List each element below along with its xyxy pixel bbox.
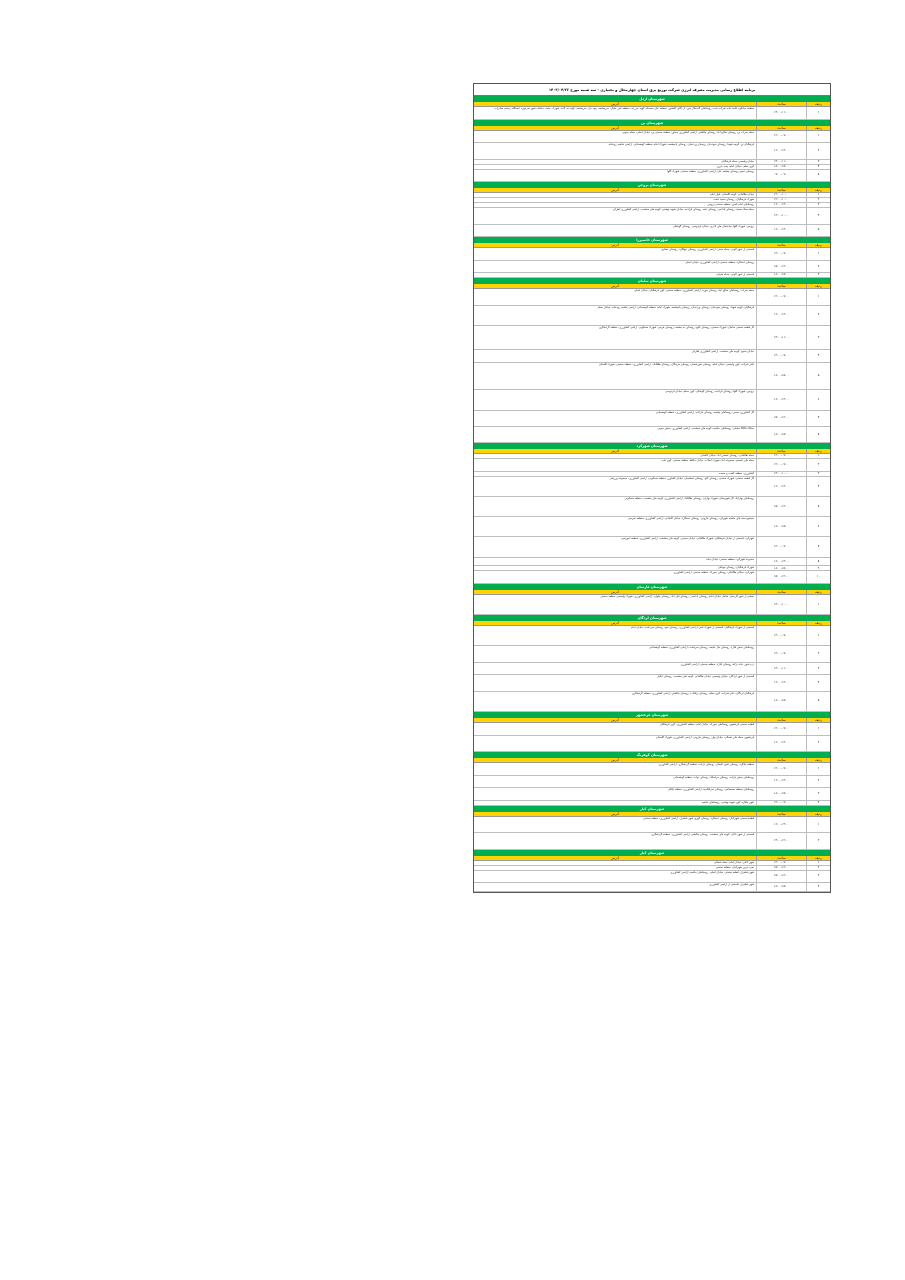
- row-time: ۱۸:۰۰-۱۵:۰۰: [756, 692, 806, 711]
- row-area-text: شهر شلمزار، قطعه صنعتی، خیابان اصلی، روستاهای حاشیه، اراضی کشاورزی: [670, 870, 754, 874]
- row-number: ۸: [806, 427, 830, 442]
- column-header-time: ساعت: [756, 449, 806, 453]
- row-area: [474, 143, 756, 158]
- table-row: [474, 131, 830, 144]
- row-number: ۱: [806, 454, 830, 458]
- row-number: ۲: [806, 143, 830, 158]
- row-time: ۱۸:۰۰-۱۵:۰۰: [756, 427, 806, 442]
- row-number: ۲: [806, 866, 830, 870]
- row-area: [474, 801, 756, 805]
- row-area-text: فرهنگیان، کوچه شهدا، روستای سودجان، روستای وردنجان، روستای یانچشمه، شهرک امام، منطقه کوهستانی، اراضی حاشیه رودخانه، خیابان معلم: [597, 305, 754, 309]
- table-row: [474, 306, 830, 326]
- row-area: [474, 306, 756, 325]
- row-area: [474, 131, 756, 143]
- row-number: ۱: [806, 723, 830, 735]
- column-header-time: ساعت: [756, 188, 806, 192]
- table-row: [474, 427, 830, 443]
- row-area-text: کل قطعه صنعتی، شهرک صنعتی، روستای کاج، روستای هفشجان، خیابان کشاورز، منطقه مسکونی، اراضی کشاورزی، مجموعه ورزشی: [609, 476, 754, 480]
- row-number: ۳: [806, 788, 830, 800]
- row-area-text: روستاهای امام قیس، منطقه صنعتی بروجن: [707, 203, 754, 207]
- row-time: ۱۸:۰۰-۱۵:۰۰: [756, 883, 806, 891]
- row-area: [474, 517, 756, 536]
- column-header-no: ردیف: [806, 284, 830, 288]
- row-time: ۱۶:۰۰-۱۳:۰۰: [756, 776, 806, 788]
- row-number: ۵: [806, 497, 830, 516]
- row-area-text: خیابان بسیج، کوچه های منشعب، اراضی کشاورزی اطراف: [691, 349, 754, 353]
- table-row: [474, 459, 830, 472]
- row-area: [474, 763, 756, 775]
- city-header: شهرستان کیار: [474, 806, 830, 812]
- city-header: شهرستان کیار: [474, 850, 830, 856]
- row-number: ۴: [806, 208, 830, 223]
- city-header: شهرستان اردل: [474, 96, 830, 102]
- row-area: [474, 248, 756, 260]
- row-area: [474, 289, 756, 304]
- row-time: ۱۶:۰۰-۱۳:۰۰: [756, 225, 806, 237]
- row-number: ۱: [806, 289, 830, 304]
- table-row: [474, 663, 830, 676]
- row-area: [474, 675, 756, 690]
- row-area-text: شهرک فرهنگیان، روستای سفید دشت: [713, 198, 754, 202]
- row-number: ۴: [806, 165, 830, 169]
- row-number: ۲: [806, 776, 830, 788]
- row-area: [474, 883, 756, 891]
- row-time: ۱۶:۰۰-۱۴:۰۰: [756, 203, 806, 207]
- row-number: ۵: [806, 170, 830, 182]
- column-header-time: ساعت: [756, 718, 806, 722]
- row-number: ۴: [806, 350, 830, 362]
- row-number: ۳: [806, 663, 830, 675]
- row-area: [474, 817, 756, 832]
- city-header: شهرستان بروجن: [474, 182, 830, 188]
- row-area-text: قسمتی از شهرک فرهنگیان، قسمتی از شهرک فجر، اراضی کشاورزی، روستای منج، روستای سردشت، خیابان امام: [631, 626, 754, 630]
- row-time: ۱۲:۰۰-۰۹:۰۰: [756, 248, 806, 260]
- row-area-text: قسمتی از شهر آلونی، محله سنتی، اراضی کشاورزی، روستای چهلگرد، روستای مشایخ: [661, 248, 754, 252]
- column-header-time: ساعت: [756, 102, 806, 106]
- row-time: ۱۵:۰۰-۱۲:۰۰: [756, 866, 806, 870]
- row-time: ۱۸:۰۰-۱۵:۰۰: [756, 363, 806, 390]
- row-number: ۳: [806, 326, 830, 349]
- row-time: ۱۴:۰۰-۱۱:۰۰: [756, 160, 806, 164]
- row-time: ۱۵:۰۰-۱۲:۰۰: [756, 571, 806, 583]
- row-number: ۲: [806, 198, 830, 202]
- row-area: [474, 273, 756, 277]
- row-time: ۱۴:۰۰-۱۱:۰۰: [756, 663, 806, 675]
- row-area-text: خیابان طالقانی، کوچه گلستان، بلوار امام: [710, 193, 754, 197]
- row-area-text: بروجن، شهرک گلها، روستای فرادنبه، روستای گوشکی، کوی معلم، خیابان فردوسی: [665, 390, 754, 394]
- table-row: [474, 248, 830, 261]
- table-row: [474, 883, 830, 892]
- row-number: ۱: [806, 763, 830, 775]
- row-number: ۲: [806, 646, 830, 661]
- row-time: ۱۲:۰۰-۱۰:۰۰: [756, 198, 806, 202]
- row-area-text: منطقه میانکوه، قلعه خانه شرکت نفت، روستاهای گندمکار مور، تل اکاو، کلشتور، منطقه علی مصحانه کهیه، مزرعه، منطقه شیر جلیان، سرچشمه، پیوه بان، سرچشمه، کهنه ده، گنبد، شهرک، جامه، دشتک، شهر سرخون، ایستگاه رسینم معابرات: [494, 107, 754, 110]
- row-area: [474, 261, 756, 273]
- row-area-text: روستاهای منطقه صمصامی، روستای سرآقاسید، اراضی کشاورزی، منطقه ییلاقی: [667, 788, 754, 792]
- row-area-text: کل قطعه صنعتی سامان، شهرک صنعتی، روستای نافچ، روستای ده چشمه، روستای هرجی، شهرک مسکونی، اراضی کشاورزی، منطقه گردشگری: [598, 325, 754, 329]
- row-area-text: بخشی از شهر فارسان، شامل خیابان امام، روستای باباحیدر، روستای فیل آباد، روستای چلوان، اراضی کشاورزی، شهرک ولیعصر، منطقه صنعتی: [600, 595, 754, 599]
- column-header-no: ردیف: [806, 856, 830, 860]
- row-time: ۱۲:۰۰-۰۹:۰۰: [756, 763, 806, 775]
- row-area: [474, 427, 756, 442]
- column-header-no: ردیف: [806, 126, 830, 130]
- table-row: [474, 143, 830, 159]
- row-time: ۱۴:۰۰-۱۲:۰۰: [756, 833, 806, 848]
- row-area: [474, 833, 756, 848]
- row-area-text: مجتمع بسته های حاشیه شهرکرد، روستای هارونی، روستای دستگرد، خیابان کاشانی، اراضی کشاورزی، منطقه تفریحی: [627, 517, 754, 521]
- column-header-area: آدرس: [611, 449, 619, 454]
- column-header-time: ساعت: [756, 284, 806, 288]
- row-area-text: منطقه چلگرد، روستای شیخ علیخان، روستای بازفت، منطقه گردشگری، اراضی کشاورزی: [658, 762, 754, 766]
- row-time: ۱۸:۰۰-۱۵:۰۰: [756, 566, 806, 570]
- row-number: ۴: [806, 883, 830, 891]
- row-area: [474, 595, 756, 614]
- table-row: [474, 170, 830, 183]
- row-time: ۱۸:۰۰-۱۵:۰۰: [756, 273, 806, 277]
- column-header-area: آدرس: [611, 102, 619, 106]
- row-time: ۱۲:۰۰-۰۹:۰۰: [756, 801, 806, 805]
- document-title: برنامه اطلاع رسانی مدیریت مصرف انرژی شرکت توزیع برق استان چهارمحال و بختیاری - سه شنبه مورخ ۱۴۰۳/۰۴/۲۶: [474, 84, 830, 96]
- table-row: [474, 817, 830, 833]
- column-header-no: ردیف: [806, 590, 830, 594]
- row-area-text: روستاهای بهارآباد، کل شهرستان، شهرک بهاران، روستای طاقانک، اراضی کشاورزی، کوچه های منشعب، منطقه مسکونی: [624, 497, 754, 501]
- column-header-no: ردیف: [806, 758, 830, 762]
- city-header: شهرستان کوهرنگ: [474, 752, 830, 758]
- row-area: [474, 663, 756, 675]
- column-header-time: ساعت: [756, 758, 806, 762]
- row-time: ۱۸:۰۰-۱۵:۰۰: [756, 165, 806, 169]
- row-number: ۲: [806, 306, 830, 325]
- column-header-no: ردیف: [806, 102, 830, 106]
- column-header-no: ردیف: [806, 243, 830, 247]
- row-number: ۳: [806, 203, 830, 207]
- table-row: [474, 788, 830, 801]
- table-row: [474, 723, 830, 736]
- row-number: ۷: [806, 537, 830, 556]
- row-area-text: قطعه صنعتی شهرکیان، روستای دستگرد، روستای گهرو، شهر شلمزار، اراضی کشاورزی، منطقه صنعتی: [643, 816, 754, 820]
- column-header-no: ردیف: [806, 449, 830, 453]
- column-header-area: آدرس: [611, 717, 619, 722]
- row-number: ۲: [806, 261, 830, 273]
- row-number: ۳: [806, 273, 830, 277]
- row-area: [474, 776, 756, 788]
- row-time: ۱۶:۰۰-۱۴:۰۰: [756, 390, 806, 409]
- table-row: [474, 107, 830, 120]
- row-area-text: محدوده شهرکرد، منطقه صنعتی، خیابان ملت: [705, 557, 754, 561]
- column-header-time: ساعت: [756, 812, 806, 816]
- row-area: [474, 411, 756, 426]
- row-area-text: فرخشهر، محله های شمالی، خیابان بهار، روستای هارونی، اراضی کشاورزی، شهرک گلستان: [656, 735, 754, 739]
- row-area: [474, 566, 756, 570]
- row-area-text: خیابان ولیعصر، محله فرهنگیان: [721, 159, 754, 163]
- table-row: [474, 497, 830, 517]
- row-area-text: محله طالقانی، روستای شمس آباد، خیابان کاشانی: [700, 454, 754, 458]
- row-number: ۱: [806, 626, 830, 645]
- row-area: [474, 107, 756, 119]
- row-area: [474, 537, 756, 556]
- row-number: ۶: [806, 390, 830, 409]
- table-row: [474, 517, 830, 537]
- row-area: [474, 208, 756, 223]
- row-time: ۱۶:۰۰-۱۳:۰۰: [756, 675, 806, 690]
- row-area: [474, 350, 756, 362]
- row-number: ۱: [806, 107, 830, 119]
- table-row: [474, 571, 830, 584]
- column-header-no: ردیف: [806, 621, 830, 625]
- row-number: ۱: [806, 193, 830, 197]
- row-area: [474, 326, 756, 349]
- row-area-text: محله سراب بن، روستای صالح آباد، روستای چالشتر، اراضی کشاورزی مجاور، منطقه صنعتی بن، خیابان اصلی، محله جنوبی: [622, 130, 754, 134]
- row-area: [474, 477, 756, 496]
- row-area: [474, 193, 756, 197]
- row-area-text: جایگاه CNG سامان، روستاهای حاشیه، کوچه های منشعب، اراضی کشاورزی، بخش جنوبی: [657, 426, 754, 430]
- city-header: شهرستان بن: [474, 120, 830, 126]
- row-time: ۱۶:۰۰-۱۴:۰۰: [756, 817, 806, 832]
- row-time: ۱۲:۰۰-۰۹:۰۰: [756, 723, 806, 735]
- row-area: [474, 692, 756, 711]
- row-area-text: شهرکرد، قسمتی از خیابان فرهنگیان، شهرک طالقانی، خیابان سعدی، کوچه های منشعب، اراضی کشاورزی، منطقه آموزشی: [621, 537, 754, 541]
- row-number: ۲: [806, 459, 830, 471]
- row-time: ۱۵:۰۰-۱۲:۰۰: [756, 497, 806, 516]
- column-header-area: آدرس: [611, 811, 619, 816]
- row-area-text: دفتر شرکت، کوی ولیعصر، خیابان امام، روستای سورشجان، روستای هرچگان، روستای طاقانک، اراضی کشاورزی، منطقه صنعتی، شهرک گلستان: [598, 362, 754, 366]
- row-time: ۱۴:۰۰-۱۱:۰۰: [756, 107, 806, 119]
- table-row: [474, 646, 830, 662]
- row-number: ۵: [806, 363, 830, 390]
- row-time: ۱۴:۰۰-۱۰:۰۰: [756, 595, 806, 614]
- row-area-text: کشاورزی، منطقه کشت و صنعت: [718, 471, 754, 475]
- row-number: ۹: [806, 566, 830, 570]
- row-number: ۱۰: [806, 571, 830, 583]
- row-area-text: دره شور، خانه ترکه، روستای فلارد، منطقه صنعتی، اراضی کشاورزی: [680, 662, 754, 666]
- row-number: ۱: [806, 248, 830, 260]
- column-header-time: ساعت: [756, 126, 806, 130]
- row-number: ۱: [806, 817, 830, 832]
- row-number: ۲: [806, 833, 830, 848]
- table-row: [474, 626, 830, 646]
- table-row: [474, 736, 830, 752]
- row-time: ۱۲:۰۰-۰۹:۰۰: [756, 454, 806, 458]
- row-number: ۴: [806, 801, 830, 805]
- row-area-text: محله سراب، روستاهای صالح آباد، روستای هوره، اراضی کشاورزی، منطقه صنعتی، کوی فرهنگیان، خیابان اصلی: [634, 289, 754, 293]
- column-header-area: آدرس: [611, 188, 619, 193]
- row-time: ۱۶:۰۰-۱۳:۰۰: [756, 143, 806, 158]
- table-row: [474, 675, 830, 691]
- row-area: [474, 363, 756, 390]
- row-area: [474, 497, 756, 516]
- city-header: شهرستان فرخشهر: [474, 712, 830, 718]
- row-area: [474, 225, 756, 237]
- city-header: شهرستان فارسان: [474, 584, 830, 590]
- row-area-text: شهر ناغان، خیابان امام، محله شمالی: [714, 860, 754, 864]
- row-area-text: قسمتی از شهر لردگان، خیابان ولیعصر، خیابان طالقانی، کوچه های منشعب، روستای آبکنار: [657, 675, 754, 679]
- row-time: ۱۵:۰۰-۱۲:۰۰: [756, 411, 806, 426]
- row-area: [474, 626, 756, 645]
- row-number: ۴: [806, 477, 830, 496]
- column-header-area: آدرس: [611, 757, 619, 762]
- table-row: [474, 776, 830, 789]
- table-row: [474, 537, 830, 557]
- row-area-text: فرهنگیان لردگان، دفتر شرکت، کوی معلم، روستای برآفتاب، روستای چالشتر، اراضی کشاورزی، منطقه گردشگری: [631, 691, 754, 695]
- row-number: ۸: [806, 558, 830, 566]
- row-time: ۱۶:۰۰-۱۳:۰۰: [756, 306, 806, 325]
- row-area: [474, 454, 756, 458]
- column-header-time: ساعت: [756, 621, 806, 625]
- row-number: ۵: [806, 225, 830, 237]
- row-area-text: قطعه صنعتی فرخشهر، روستاهای سورک، خیابان امام، منطقه کشاورزی، کوی فرهنگیان: [659, 722, 754, 726]
- column-header-area: آدرس: [611, 590, 619, 595]
- row-number: ۳: [806, 871, 830, 883]
- table-row: [474, 225, 830, 238]
- row-area-text: شهرکرد، خیابان طالقانی، روستای سورک، منطقه صنعتی، اراضی کشاورزی: [673, 571, 754, 575]
- table-row: [474, 350, 830, 363]
- row-time: ۱۲:۰۰-۰۹:۰۰: [756, 626, 806, 645]
- row-number: ۱: [806, 131, 830, 143]
- row-time: ۱۳:۰۰-۱۰:۰۰: [756, 208, 806, 223]
- row-time: ۰۹:۰۰-۰۷:۰۰: [756, 170, 806, 182]
- outage-schedule-document: [473, 83, 831, 893]
- row-time: ۱۵:۰۰-۱۲:۰۰: [756, 871, 806, 883]
- row-area: [474, 866, 756, 870]
- column-header-area: آدرس: [611, 855, 619, 860]
- row-area-text: محله های تقسیم، مجموعه آباد، شهرک انقلاب، خیابان حافظ، منطقه صنعتی، کوی ملت: [661, 459, 754, 463]
- city-header: شهرستان خانمیرزا: [474, 237, 830, 243]
- table-row: [474, 833, 830, 849]
- table-row: [474, 289, 830, 305]
- row-time: ۱۲:۰۰-۰۹:۰۰: [756, 350, 806, 362]
- row-time: ۱۲:۰۰-۰۹:۰۰: [756, 131, 806, 143]
- table-row: [474, 390, 830, 410]
- row-area-text: قسمتی از شهر ناغان، کوچه های منشعب، روستای چالشتر، اراضی کشاورزی، منطقه گردشگری: [651, 833, 754, 837]
- row-area: [474, 571, 756, 583]
- column-header-time: ساعت: [756, 856, 806, 860]
- row-area: [474, 160, 756, 164]
- row-number: ۳: [806, 160, 830, 164]
- column-header-no: ردیف: [806, 188, 830, 192]
- row-number: ۷: [806, 411, 830, 426]
- row-number: ۲: [806, 736, 830, 751]
- row-area: [474, 170, 756, 182]
- row-area: [474, 736, 756, 751]
- row-area-text: شهرک فرهنگیان، روستای جونقان: [717, 566, 754, 570]
- row-number: ۵: [806, 692, 830, 711]
- row-time: ۱۶:۰۰-۱۳:۰۰: [756, 477, 806, 496]
- column-header-area: آدرس: [611, 243, 619, 248]
- row-area: [474, 165, 756, 169]
- table-row: [474, 208, 830, 224]
- column-header-area: آدرس: [611, 621, 619, 626]
- row-area: [474, 203, 756, 207]
- row-number: ۶: [806, 517, 830, 536]
- row-number: ۳: [806, 472, 830, 476]
- table-row: [474, 326, 830, 350]
- row-area: [474, 459, 756, 471]
- row-area: [474, 861, 756, 865]
- row-time: ۱۴:۰۰-۱۰:۰۰: [756, 472, 806, 476]
- row-time: ۱۲:۰۰-۰۹:۰۰: [756, 646, 806, 661]
- row-area-text: کوی معلم، خیابان امام، پمپ بنزین: [716, 164, 754, 168]
- row-area: [474, 198, 756, 202]
- column-header-area: آدرس: [611, 284, 619, 289]
- row-time: ۱۲:۰۰-۰۹:۰۰: [756, 537, 806, 556]
- city-header: شهرستان لردگان: [474, 615, 830, 621]
- row-area: [474, 788, 756, 800]
- table-row: [474, 363, 830, 391]
- row-area-text: روستای دهنو، روستای چشمه علی، اراضی کشاورزی، منطقه صنعتی، شهرک گلها: [667, 169, 754, 173]
- table-row: [474, 595, 830, 615]
- table-row: [474, 477, 830, 497]
- row-area-text: روستاهای بخش بازفت، روستای مرغملک، روستای دوآب، منطقه کوهستانی: [673, 775, 754, 779]
- row-area-text: روستاهای بخش فلارد، روستای مال خلیفه، روستای سردشت، اراضی کشاورزی، منطقه کوهستانی: [649, 646, 754, 650]
- row-area-text: پمپ بنزین شهرکیان، منطقه صنعتی: [715, 865, 754, 869]
- row-area-text: محله سنگ سفید، روستای بلداجی، روستای نقنه، روستای فرادنبه، خیابان شهید بهشتی، کوچه های منشعب، اراضی کشاورزی اطراف: [612, 208, 754, 212]
- city-header: شهرستان سامان: [474, 278, 830, 284]
- table-row: [474, 763, 830, 776]
- row-time: ۱۲:۰۰-۰۹:۰۰: [756, 289, 806, 304]
- row-area-text: شهر چلگرد، کوی شهید بهشتی، روستاهای حاشیه: [701, 800, 754, 804]
- table-row: [474, 692, 830, 712]
- column-header-area: آدرس: [611, 125, 619, 130]
- row-time: ۱۵:۰۰-۱۲:۰۰: [756, 261, 806, 273]
- row-area-text: قسمتی از شهر آلونی، محله شرقی: [716, 273, 754, 277]
- column-header-time: ساعت: [756, 243, 806, 247]
- row-area-text: کل کشاورزی سمیر، روستاهای چلیچه، روستای مارکده، اراضی کشاورزی، منطقه کوهستانی: [655, 410, 754, 414]
- column-header-no: ردیف: [806, 718, 830, 722]
- column-header-no: ردیف: [806, 812, 830, 816]
- row-number: ۱: [806, 861, 830, 865]
- column-header-time: ساعت: [756, 590, 806, 594]
- row-area: [474, 472, 756, 476]
- row-area: [474, 723, 756, 735]
- row-number: ۴: [806, 675, 830, 690]
- table-row: [474, 871, 830, 884]
- row-number: ۱: [806, 595, 830, 614]
- row-area: [474, 390, 756, 409]
- row-area-text: شهر شلمزار، قسمتی از اراضی کشاورزی: [709, 883, 754, 887]
- row-time: ۱۸:۰۰-۱۵:۰۰: [756, 788, 806, 800]
- city-header: شهرستان شهرکرد: [474, 443, 830, 449]
- table-row: [474, 411, 830, 427]
- row-time: ۱۲:۰۰-۱۰:۰۰: [756, 193, 806, 197]
- row-time: ۱۶:۰۰-۱۳:۰۰: [756, 558, 806, 566]
- row-area: [474, 558, 756, 566]
- row-time: ۱۲:۰۰-۰۹:۰۰: [756, 861, 806, 865]
- row-time: ۱۲:۰۰-۰۹:۰۰: [756, 459, 806, 471]
- row-time: ۱۴:۰۰-۱۱:۰۰: [756, 326, 806, 349]
- row-area-text: بروجن، شهرک گلها، ساختمان های اداری، خیابان فردوسی، روستای گوشکی: [672, 224, 754, 228]
- row-area-text: فرهنگیان بن، کوچه شهدا، روستای سودجان، روستای وردنجان، روستای یانچشمه، شهرک امام، منطقه کوهستانی، اراضی حاشیه رودخانه: [608, 143, 754, 147]
- row-area: [474, 871, 756, 883]
- row-area: [474, 646, 756, 661]
- row-area-text: روستای دستگرد، منطقه صنعتی، اراضی کشاورزی، خیابان اصلی: [685, 260, 754, 264]
- row-time: ۱۶:۰۰-۱۳:۰۰: [756, 736, 806, 751]
- row-time: ۱۸:۰۰-۱۵:۰۰: [756, 517, 806, 536]
